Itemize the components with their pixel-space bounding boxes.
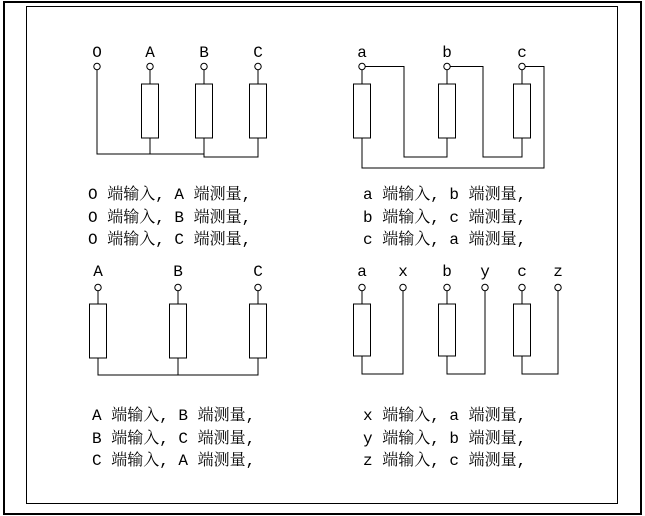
star-with-neutral-caption [88,184,251,252]
winding-rect [439,84,456,138]
caption-line: y 端输入, b 端测量, [363,429,527,448]
delta-caption [363,184,526,252]
terminal-circle [482,284,488,290]
winding-rect [90,304,107,358]
caption-line: c 端输入, a 端测量, [363,231,527,250]
terminal-label: c [517,263,527,281]
independent-windings-caption [363,405,526,473]
terminal-label: B [199,44,209,62]
independent-windings-diagram [354,263,563,374]
caption-line: z 端输入, c 端测量, [363,452,527,471]
terminal-circle [444,63,450,69]
caption-line: A 端输入, B 端测量, [92,407,256,425]
wire [97,70,258,157]
terminal-circle [400,284,406,290]
terminal-circle [94,63,100,69]
terminal-circle [201,63,207,69]
wire [450,67,522,158]
terminal-circle [255,284,261,290]
terminal-circle [444,284,450,290]
terminal-label: A [93,263,103,281]
winding-rect [354,84,371,138]
wire [362,291,522,304]
winding-rect [170,304,187,358]
delta-diagram [354,44,545,168]
terminal-circle [359,284,365,290]
winding-rect [439,304,456,356]
terminal-circle [519,284,525,290]
caption-line: b 端输入, c 端测量, [363,208,527,227]
terminal-label: A [145,44,155,62]
caption-line: a 端输入, b 端测量, [363,186,527,204]
terminal-label: x [398,263,408,281]
wire [150,138,204,154]
caption-line: x 端输入, a 端测量, [363,407,527,425]
terminal-label: b [442,263,452,281]
wire [98,291,258,304]
winding-rect [142,84,159,138]
terminal-circle [95,284,101,290]
winding-rect [250,304,267,358]
terminal-label: O [92,44,102,62]
caption-line: O 端输入, A 端测量, [88,186,252,204]
caption-line: O 端输入, C 端测量, [88,231,252,250]
wire [365,67,447,158]
caption-line: O 端输入, B 端测量, [88,208,252,227]
winding-rect [514,304,531,356]
winding-rect [514,84,531,138]
terminal-label: z [553,263,563,281]
terminal-circle [519,63,525,69]
terminal-circle [255,63,261,69]
terminal-label: a [357,263,367,281]
winding-rect [354,304,371,356]
star-with-neutral-diagram [92,44,266,157]
terminal-label: C [253,44,263,62]
terminal-label: y [480,263,490,281]
caption-line: B 端输入, C 端测量, [92,429,256,448]
terminal-label: b [442,44,452,62]
winding-rect [196,84,213,138]
terminal-label: a [357,44,367,62]
terminal-circle [147,63,153,69]
star-diagram [90,263,267,375]
wire [362,70,522,84]
wire [150,70,258,84]
winding-rect [250,84,267,138]
terminal-label: c [517,44,527,62]
caption-line: C 端输入, A 端测量, [92,452,256,471]
terminal-label: C [253,263,263,281]
terminal-label: B [173,263,183,281]
wire [98,358,258,375]
terminal-circle [359,63,365,69]
terminal-circle [175,284,181,290]
terminal-circle [555,284,561,290]
star-caption [92,405,255,473]
